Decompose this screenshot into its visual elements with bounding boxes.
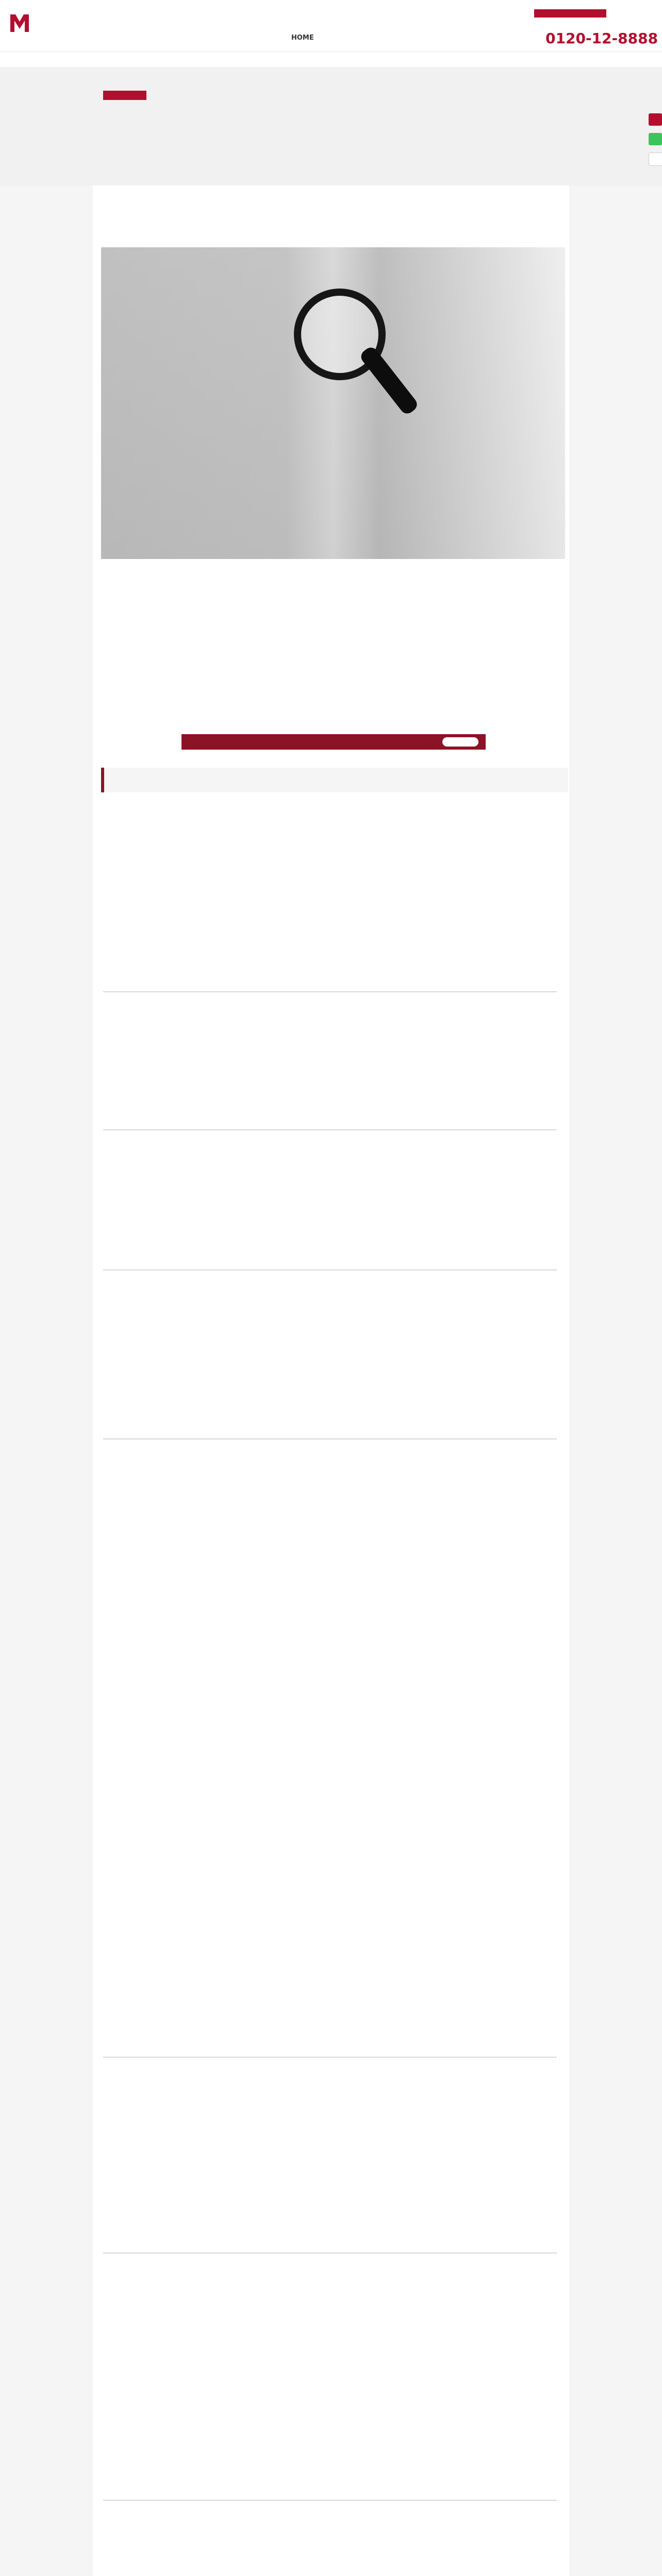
tel-label bbox=[534, 9, 606, 18]
section-7-underline bbox=[103, 2500, 557, 2501]
company-logo-icon[interactable] bbox=[9, 11, 30, 34]
section-main-bar bbox=[101, 768, 568, 792]
section-3-underline bbox=[103, 1269, 557, 1270]
phone-icon[interactable] bbox=[649, 113, 662, 126]
section-5-underline bbox=[103, 2057, 557, 2058]
line-icon[interactable] bbox=[649, 133, 662, 145]
section-6-underline bbox=[103, 2252, 557, 2253]
nav-home[interactable]: HOME bbox=[291, 34, 314, 42]
table-of-contents bbox=[181, 734, 486, 750]
section-1-underline bbox=[103, 991, 557, 992]
title-band bbox=[0, 67, 662, 185]
floating-actions bbox=[649, 113, 662, 171]
top-links bbox=[155, 8, 258, 11]
main-nav bbox=[291, 34, 351, 42]
phone-number[interactable]: 0120-12-8888 bbox=[545, 30, 658, 47]
mail-icon[interactable] bbox=[649, 152, 662, 166]
section-2-underline bbox=[103, 1129, 557, 1130]
toc-toggle-button[interactable] bbox=[442, 737, 478, 747]
section-4-underline bbox=[103, 1438, 557, 1439]
site-header bbox=[0, 0, 662, 52]
category-tag[interactable] bbox=[103, 91, 146, 100]
